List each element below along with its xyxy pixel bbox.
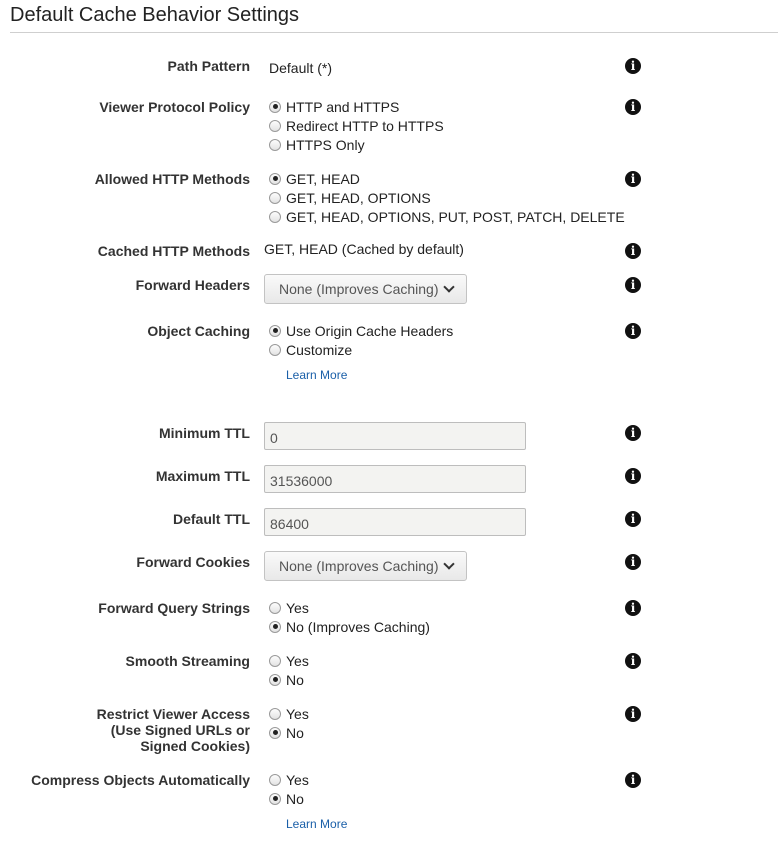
radio-button[interactable] xyxy=(269,101,281,113)
info-icon[interactable]: i xyxy=(625,600,641,616)
radio-button[interactable] xyxy=(269,621,281,633)
viewer-protocol-option[interactable]: HTTP and HTTPS xyxy=(269,97,399,116)
learn-more-link[interactable]: Learn More xyxy=(286,817,348,831)
smooth-streaming-option[interactable]: No xyxy=(269,670,304,689)
minimum-ttl-input[interactable] xyxy=(264,422,526,450)
info-icon[interactable]: i xyxy=(625,653,641,669)
object-caching-option[interactable]: Use Origin Cache Headers xyxy=(269,321,453,340)
restrict-access-option[interactable]: Yes xyxy=(269,704,309,723)
default-ttl-label: Default TTL xyxy=(173,511,250,527)
path-pattern-value: Default (*) xyxy=(269,60,333,76)
learn-more-link[interactable]: Learn More xyxy=(286,368,348,382)
radio-button[interactable] xyxy=(269,655,281,667)
radio-button[interactable] xyxy=(269,674,281,686)
object-caching-option[interactable]: Customize xyxy=(269,340,352,359)
viewer-protocol-option[interactable]: Redirect HTTP to HTTPS xyxy=(269,116,444,135)
cached-methods-value: GET, HEAD (Cached by default) xyxy=(264,241,464,257)
smooth-streaming-label: Smooth Streaming xyxy=(125,653,250,669)
forward-query-option[interactable]: Yes xyxy=(269,598,309,617)
info-icon[interactable]: i xyxy=(625,425,641,441)
chevron-down-icon xyxy=(443,281,454,292)
info-icon[interactable]: i xyxy=(625,58,641,74)
info-icon[interactable]: i xyxy=(625,554,641,570)
radio-button[interactable] xyxy=(269,325,281,337)
allowed-methods-option[interactable]: GET, HEAD, OPTIONS, PUT, POST, PATCH, DELETE xyxy=(269,207,625,226)
forward-headers-select[interactable]: None (Improves Caching) xyxy=(264,274,467,304)
radio-button[interactable] xyxy=(269,192,281,204)
radio-button[interactable] xyxy=(269,344,281,356)
compress-label: Compress Objects Automatically xyxy=(31,772,250,788)
minimum-ttl-label: Minimum TTL xyxy=(159,425,250,441)
radio-button[interactable] xyxy=(269,602,281,614)
forward-cookies-select[interactable]: None (Improves Caching) xyxy=(264,551,467,581)
restrict-access-option[interactable]: No xyxy=(269,723,304,742)
chevron-down-icon xyxy=(443,558,454,569)
path-pattern-label: Path Pattern xyxy=(167,58,250,74)
maximum-ttl-label: Maximum TTL xyxy=(155,468,250,484)
forward-query-label: Forward Query Strings xyxy=(98,600,250,616)
forward-cookies-label: Forward Cookies xyxy=(136,554,250,570)
title-divider xyxy=(10,32,778,33)
compress-option[interactable]: No xyxy=(269,789,304,808)
radio-button[interactable] xyxy=(269,120,281,132)
restrict-access-label: Restrict Viewer Access (Use Signed URLs or Signed Cookies) xyxy=(96,706,250,754)
cached-methods-label: Cached HTTP Methods xyxy=(97,243,250,259)
info-icon[interactable]: i xyxy=(625,511,641,527)
info-icon[interactable]: i xyxy=(625,99,641,115)
viewer-protocol-option[interactable]: HTTPS Only xyxy=(269,135,365,154)
radio-button[interactable] xyxy=(269,727,281,739)
forward-headers-label: Forward Headers xyxy=(135,277,250,293)
maximum-ttl-input[interactable] xyxy=(264,465,526,493)
allowed-methods-option[interactable]: GET, HEAD xyxy=(269,169,360,188)
info-icon[interactable]: i xyxy=(625,277,641,293)
smooth-streaming-option[interactable]: Yes xyxy=(269,651,309,670)
info-icon[interactable]: i xyxy=(625,243,641,259)
info-icon[interactable]: i xyxy=(625,323,641,339)
info-icon[interactable]: i xyxy=(625,706,641,722)
allowed-methods-option[interactable]: GET, HEAD, OPTIONS xyxy=(269,188,431,207)
allowed-methods-label: Allowed HTTP Methods xyxy=(94,171,250,187)
default-ttl-input[interactable] xyxy=(264,508,526,536)
forward-query-option[interactable]: No (Improves Caching) xyxy=(269,617,430,636)
info-icon[interactable]: i xyxy=(625,468,641,484)
object-caching-label: Object Caching xyxy=(147,323,250,339)
radio-button[interactable] xyxy=(269,211,281,223)
radio-button[interactable] xyxy=(269,173,281,185)
section-title: Default Cache Behavior Settings xyxy=(10,4,300,26)
viewer-protocol-label: Viewer Protocol Policy xyxy=(99,99,250,115)
radio-button[interactable] xyxy=(269,793,281,805)
info-icon[interactable]: i xyxy=(625,171,641,187)
radio-button[interactable] xyxy=(269,708,281,720)
radio-button[interactable] xyxy=(269,774,281,786)
compress-option[interactable]: Yes xyxy=(269,770,309,789)
info-icon[interactable]: i xyxy=(625,772,641,788)
radio-button[interactable] xyxy=(269,139,281,151)
